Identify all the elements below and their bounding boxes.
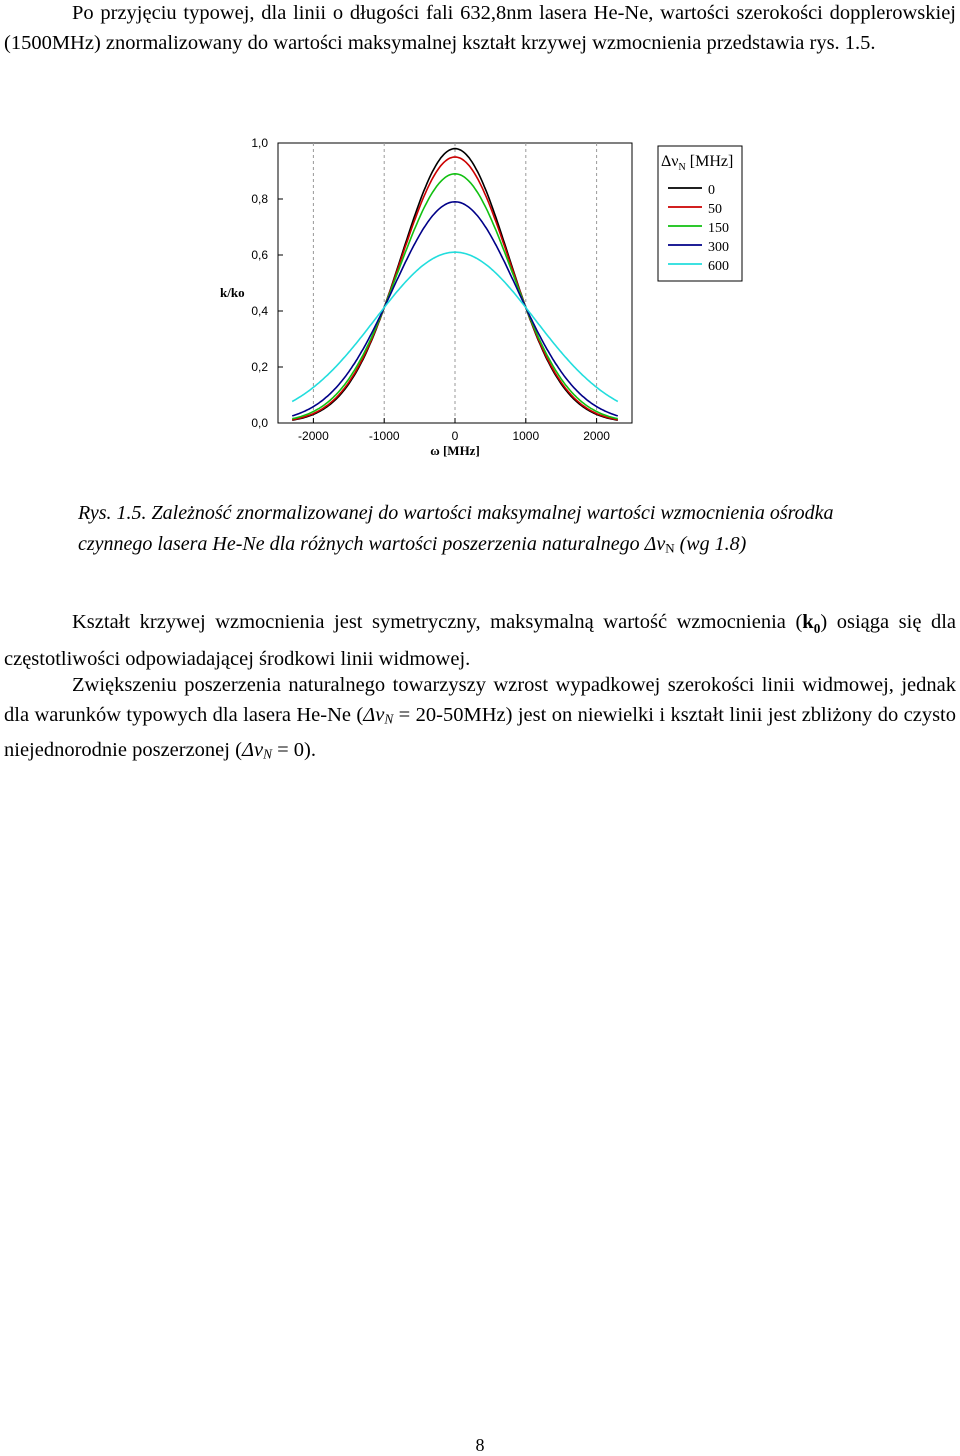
paragraph-broadening: Zwiększeniu poszerzenia naturalnego towarzyszy wzrost wypadkowej szerokości linii widmowej, jednak dla warunków typowych dla lasera He-Ne $(\Delta\nu_N = 20-50MHz)$ jest on niewielki i kształt linii jest zbliżony do czysto niejednorodnie poszerzonej $(\Delta\nu_N = 0)$.	[4, 674, 956, 762]
legend-entry: 150	[708, 221, 729, 236]
y-tick-label: 1,0	[251, 136, 268, 150]
paragraph-symmetry: Kształt krzywej wzmocnienia jest symetryczny, maksymalną wartość wzmocnienia $(k_0)$ osiąga się dla częstotliwości odpowiadającej środkowi linii widmowej.	[4, 611, 957, 671]
k0-symbol: $k_0$	[802, 611, 821, 637]
y-axis-label: k/ko	[220, 285, 245, 300]
page-number: 8	[475, 1435, 485, 1455]
intro-paragraph	[4, 0, 956, 58]
legend-entry: 300	[708, 240, 729, 255]
gain-curve-chart	[200, 128, 760, 473]
y-tick-label: 0,2	[251, 360, 268, 374]
y-tick-label: 0,8	[251, 192, 268, 206]
x-tick-label: -1000	[368, 429, 400, 443]
x-tick-label: 2000	[583, 429, 610, 443]
legend-entry: 50	[708, 202, 722, 217]
delta-nu-symbol: Δν	[644, 533, 666, 555]
x-tick-label: 0	[451, 429, 459, 443]
x-tick-label: 1000	[512, 429, 540, 443]
delta-nu-symbol: Δν	[363, 704, 385, 726]
figure-caption	[78, 498, 948, 564]
y-tick-label: 0,4	[251, 304, 268, 318]
legend-entry: 600	[708, 259, 729, 274]
y-tick-label: 0,0	[251, 416, 268, 430]
delta-nu-symbol: Δν	[241, 738, 264, 761]
caption-line-2: czynnego lasera He-Ne dla różnych wartości poszerzenia naturalnego $\Delta\nu_N$ (wg 1.8)	[78, 533, 747, 556]
legend-title: $\Delta\nu_N$ [MHz]	[661, 153, 734, 173]
x-tick-label: -2000	[298, 429, 329, 443]
intro-text: Po przyjęciu typowej, dla linii o długości fali 632,8nm lasera He-Ne, wartości szerokości dopplerowskiej (1500MHz) znormalizowany do wartości maksymalnej kształt krzywej wzmocnienia przedstawia rys. 1.5.	[4, 2, 956, 54]
legend-entry: 0	[708, 183, 715, 198]
x-axis-label: ω [MHz]	[430, 443, 480, 458]
caption-line-1: Rys. 1.5. Zależność znormalizowanej do wartości maksymalnej wartości wzmocnienia ośrodka	[78, 502, 834, 524]
y-tick-label: 0,6	[251, 248, 268, 262]
